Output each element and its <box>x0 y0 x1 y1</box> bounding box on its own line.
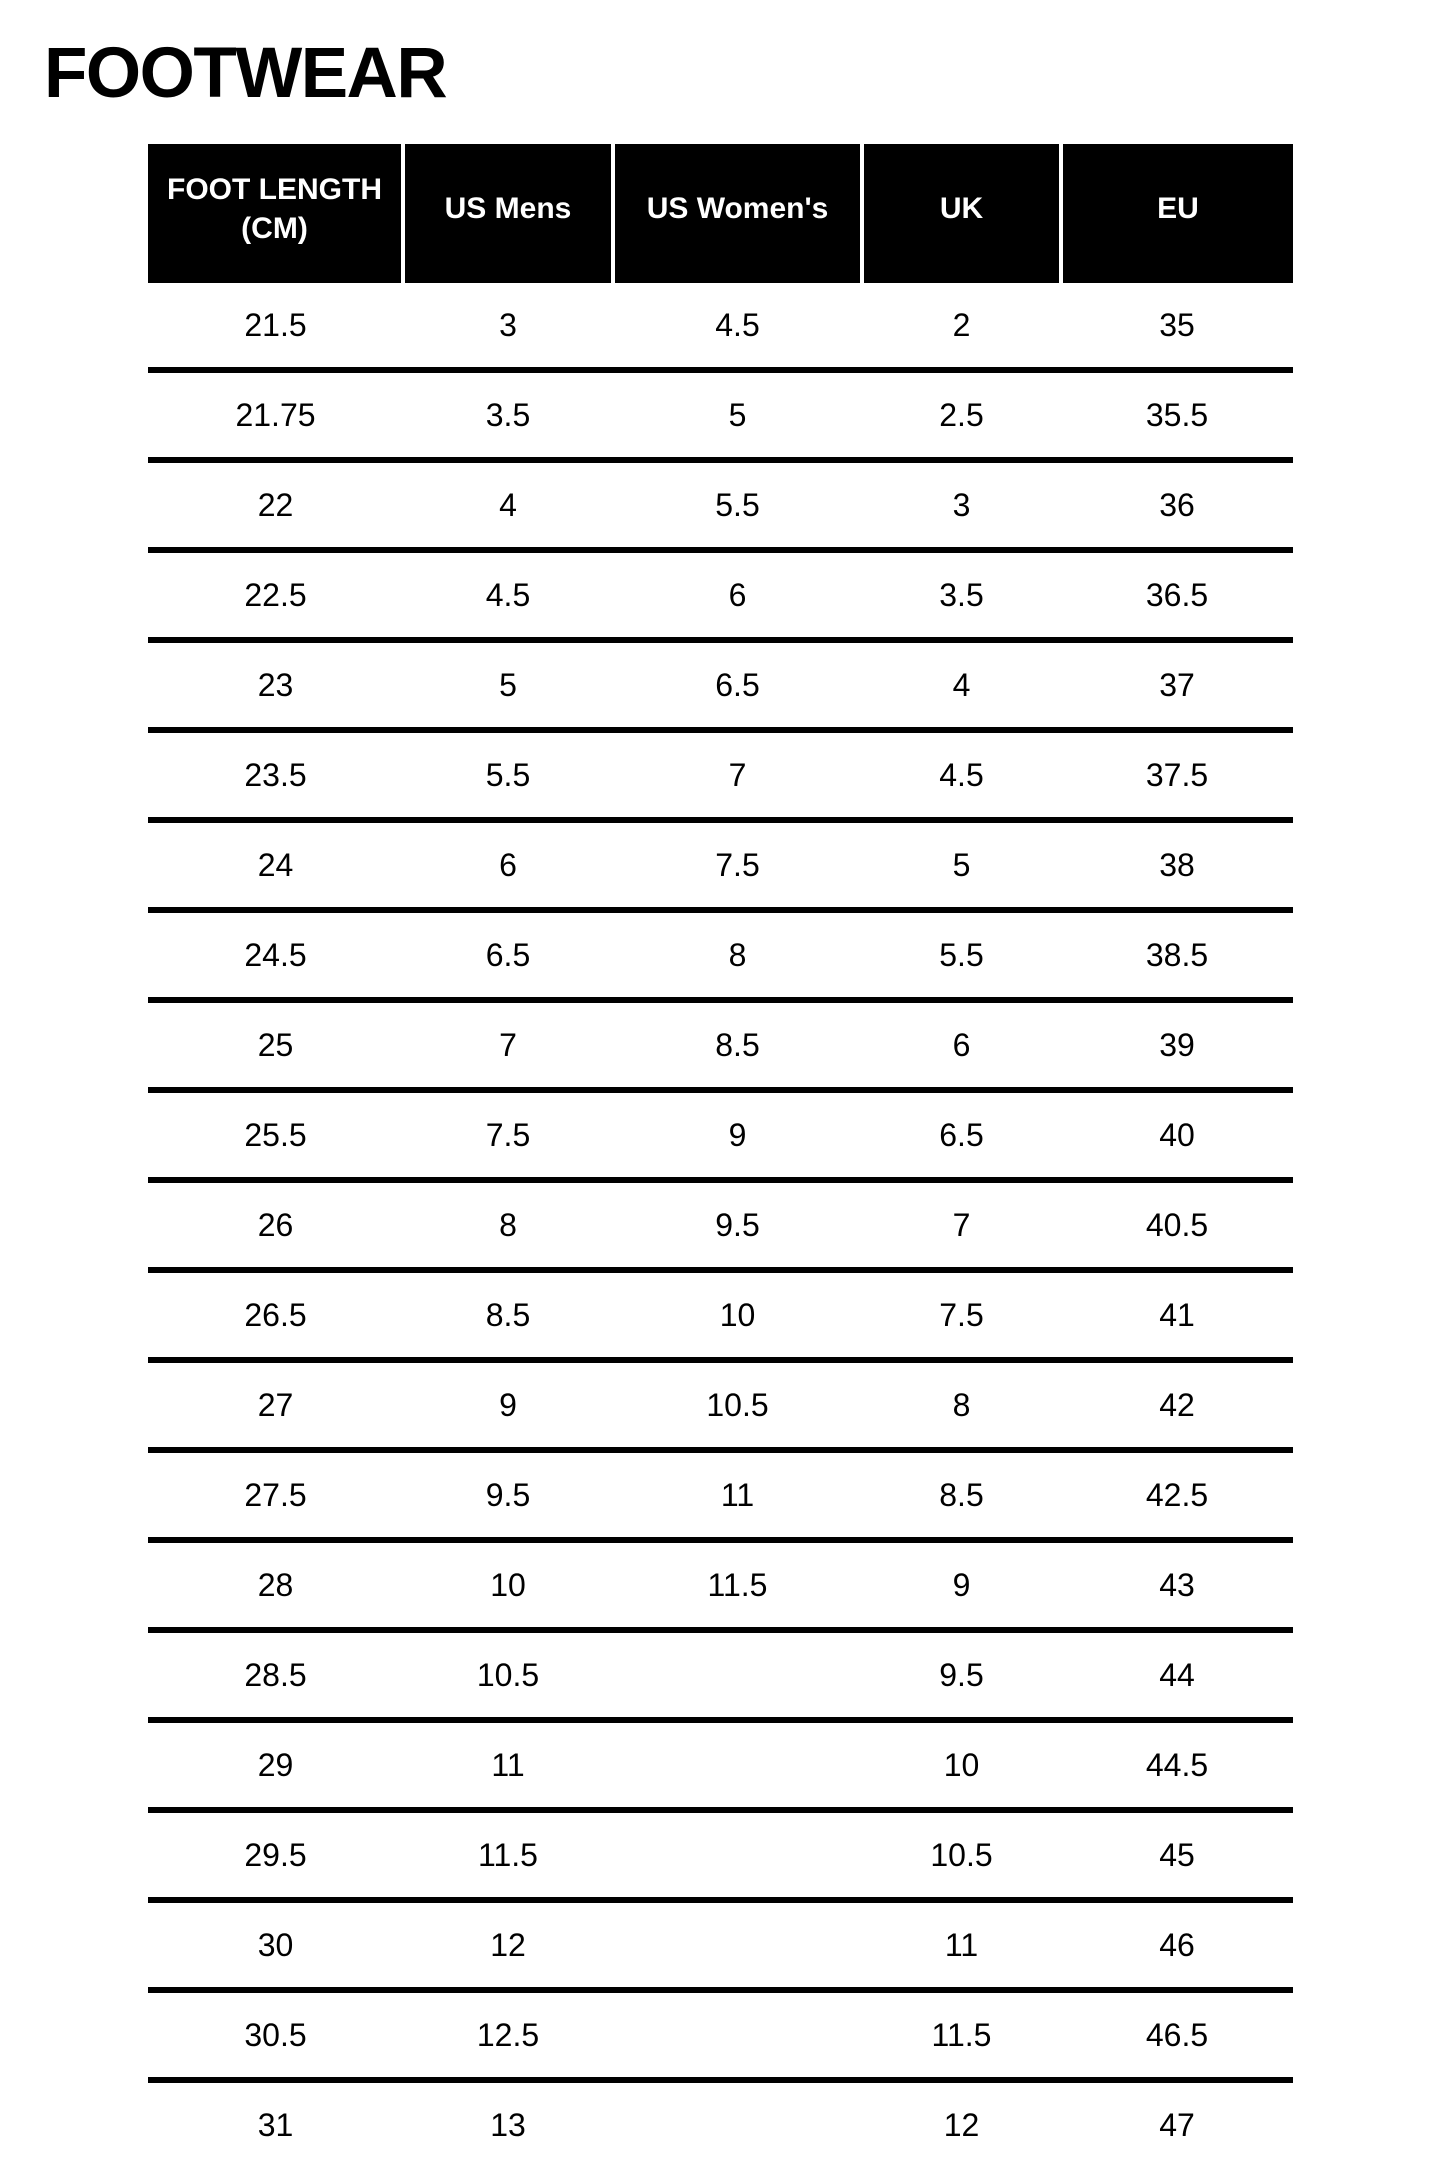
table-row <box>148 1180 1293 1270</box>
cell-foot-length-cm: 21.5 <box>244 306 307 343</box>
table-row <box>148 1450 1293 1540</box>
cell-us-womens: 10 <box>719 1296 756 1333</box>
cell-us-mens: 9 <box>499 1386 517 1423</box>
cell-us-womens <box>613 1630 862 1720</box>
cell-us-womens: 9.5 <box>715 1206 760 1243</box>
table-row <box>148 1090 1293 1180</box>
cell-us-womens: 11.5 <box>707 1566 768 1603</box>
cell-us-mens: 4.5 <box>485 576 531 613</box>
cell-us-womens: 9 <box>728 1116 747 1153</box>
page-title: FOOTWEAR <box>44 34 447 113</box>
cell-us-womens: 8.5 <box>715 1026 760 1063</box>
cell-foot-length-cm: 26 <box>257 1206 294 1243</box>
cell-us-mens: 13 <box>490 2106 526 2143</box>
cell-uk: 11.5 <box>931 2016 992 2053</box>
table-row <box>148 283 1293 370</box>
cell-us-womens <box>613 1720 862 1810</box>
cell-us-womens: 10.5 <box>706 1386 769 1423</box>
cell-foot-length-cm: 30.5 <box>244 2016 307 2053</box>
cell-us-mens: 3.5 <box>485 396 531 433</box>
cell-foot-length-cm: 24 <box>257 846 294 883</box>
table-row <box>148 550 1293 640</box>
cell-eu: 42.5 <box>1145 1476 1209 1513</box>
cell-foot-length-cm: 23.5 <box>244 756 307 793</box>
cell-us-womens: 11 <box>720 1476 755 1513</box>
cell-uk: 2 <box>952 306 971 343</box>
cell-foot-length-cm: 25 <box>257 1026 294 1063</box>
cell-uk: 6 <box>952 1026 971 1063</box>
cell-eu: 37 <box>1159 666 1195 703</box>
cell-uk: 5 <box>952 846 971 883</box>
table-row <box>148 1630 1293 1720</box>
table-row <box>148 730 1293 820</box>
cell-us-mens: 8.5 <box>485 1296 531 1333</box>
table-row <box>148 1000 1293 1090</box>
cell-us-mens: 3 <box>499 306 517 343</box>
cell-us-mens: 11.5 <box>478 1836 538 1873</box>
cell-foot-length-cm: 25.5 <box>244 1116 307 1153</box>
cell-uk: 7.5 <box>939 1296 984 1333</box>
cell-uk: 9 <box>952 1566 971 1603</box>
cell-eu: 41 <box>1159 1296 1195 1333</box>
table-row <box>148 1360 1293 1450</box>
cell-us-womens <box>613 1900 862 1990</box>
cell-uk: 4 <box>952 666 971 703</box>
cell-us-mens: 11 <box>491 1746 525 1783</box>
cell-us-womens: 7.5 <box>715 846 760 883</box>
cell-uk: 2.5 <box>939 396 984 433</box>
cell-foot-length-cm: 29 <box>257 1746 294 1783</box>
table-row <box>148 1720 1293 1810</box>
cell-us-womens <box>613 1810 862 1900</box>
column-header-us-womens: US Women's <box>613 144 862 283</box>
cell-us-mens: 10 <box>490 1566 526 1603</box>
cell-uk: 3 <box>952 486 971 523</box>
cell-foot-length-cm: 27.5 <box>244 1476 307 1513</box>
cell-eu: 47 <box>1159 2106 1195 2143</box>
cell-eu: 35 <box>1159 306 1195 343</box>
table-header <box>148 144 1293 283</box>
cell-us-mens: 5 <box>499 666 517 703</box>
cell-us-mens: 4 <box>499 486 517 523</box>
cell-eu: 36 <box>1159 486 1195 523</box>
cell-eu: 37.5 <box>1145 756 1209 793</box>
table-row <box>148 1810 1293 1900</box>
cell-eu: 39 <box>1159 1026 1195 1063</box>
column-header-eu: EU <box>1061 144 1293 283</box>
cell-foot-length-cm: 31 <box>257 2106 294 2143</box>
column-header-us-mens: US Mens <box>403 144 613 283</box>
table-row <box>148 1900 1293 1990</box>
cell-eu: 38.5 <box>1145 936 1209 973</box>
table-row <box>148 1990 1293 2080</box>
table-body <box>148 283 1293 2167</box>
cell-us-womens: 6 <box>728 576 747 613</box>
table-row <box>148 1540 1293 1630</box>
cell-eu: 42 <box>1159 1386 1195 1423</box>
header-row <box>148 144 1293 283</box>
cell-foot-length-cm: 29.5 <box>244 1836 307 1873</box>
cell-foot-length-cm: 21.75 <box>235 396 316 433</box>
cell-eu: 38 <box>1159 846 1195 883</box>
cell-us-womens: 8 <box>728 936 747 973</box>
table-row <box>148 1270 1293 1360</box>
cell-foot-length-cm: 24.5 <box>244 936 307 973</box>
table-row <box>148 370 1293 460</box>
cell-foot-length-cm: 22 <box>257 486 294 523</box>
cell-eu: 40.5 <box>1145 1206 1209 1243</box>
table-row <box>148 910 1293 1000</box>
cell-uk: 8.5 <box>939 1476 984 1513</box>
cell-uk: 10 <box>943 1746 980 1783</box>
column-header-uk: UK <box>862 144 1061 283</box>
cell-us-womens: 6.5 <box>715 666 760 703</box>
cell-us-mens: 5.5 <box>485 756 531 793</box>
cell-foot-length-cm: 26.5 <box>244 1296 307 1333</box>
cell-eu: 44 <box>1159 1656 1195 1693</box>
cell-uk: 4.5 <box>939 756 984 793</box>
cell-eu: 46 <box>1159 1926 1195 1963</box>
cell-uk: 7 <box>952 1206 971 1243</box>
table-row <box>148 460 1293 550</box>
cell-us-mens: 8 <box>499 1206 517 1243</box>
cell-eu: 40 <box>1159 1116 1195 1153</box>
table-row <box>148 640 1293 730</box>
cell-foot-length-cm: 30 <box>257 1926 294 1963</box>
cell-us-mens: 12.5 <box>476 2016 540 2053</box>
cell-uk: 6.5 <box>939 1116 984 1153</box>
cell-us-mens: 10.5 <box>476 1656 540 1693</box>
cell-us-mens: 6 <box>499 846 517 883</box>
cell-us-womens <box>613 1990 862 2080</box>
cell-eu: 35.5 <box>1145 396 1209 433</box>
cell-uk: 3.5 <box>939 576 984 613</box>
cell-foot-length-cm: 22.5 <box>244 576 307 613</box>
cell-uk: 11 <box>944 1926 979 1963</box>
cell-eu: 43 <box>1159 1566 1195 1603</box>
cell-us-womens: 7 <box>728 756 747 793</box>
cell-uk: 9.5 <box>939 1656 984 1693</box>
cell-us-mens: 6.5 <box>485 936 531 973</box>
cell-uk: 10.5 <box>930 1836 993 1873</box>
cell-uk: 12 <box>943 2106 980 2143</box>
cell-us-womens: 5 <box>728 396 747 433</box>
cell-us-mens: 9.5 <box>485 1476 531 1513</box>
cell-us-mens: 12 <box>490 1926 526 1963</box>
cell-us-mens: 7.5 <box>485 1116 531 1153</box>
table-row <box>148 820 1293 910</box>
cell-eu: 36.5 <box>1145 576 1209 613</box>
cell-eu: 45 <box>1159 1836 1195 1873</box>
cell-eu: 44.5 <box>1145 1746 1209 1783</box>
cell-eu: 46.5 <box>1145 2016 1209 2053</box>
cell-uk: 8 <box>952 1386 971 1423</box>
cell-us-mens: 7 <box>499 1026 517 1063</box>
cell-us-womens: 5.5 <box>715 486 760 523</box>
column-header-foot-length-cm: FOOT LENGTH (CM) <box>148 144 403 283</box>
table-row <box>148 2080 1293 2167</box>
cell-foot-length-cm: 28.5 <box>244 1656 307 1693</box>
cell-foot-length-cm: 27 <box>257 1386 294 1423</box>
cell-foot-length-cm: 28 <box>257 1566 294 1603</box>
cell-us-womens: 4.5 <box>715 306 760 343</box>
cell-us-womens <box>613 2080 862 2167</box>
cell-foot-length-cm: 23 <box>257 666 294 703</box>
cell-uk: 5.5 <box>939 936 984 973</box>
size-table <box>148 144 1293 2167</box>
